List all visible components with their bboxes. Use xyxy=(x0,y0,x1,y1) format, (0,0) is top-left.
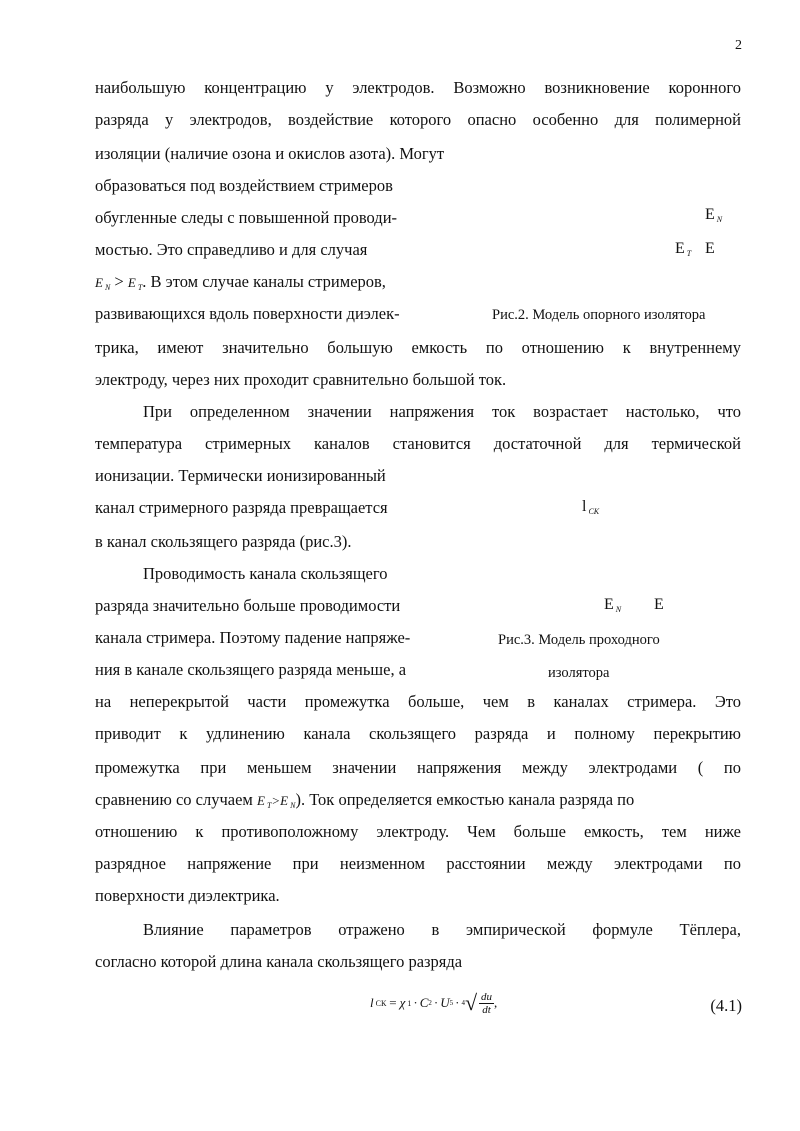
equation-number: (4.1) xyxy=(710,996,742,1015)
text-line: При определенном значении напряжения ток возрастает настолько, что xyxy=(143,402,741,421)
toepler-formula: l СК = χ 1 · C 2 · U 5 · 4 √ $\frac{du}{dt}$ , xyxy=(370,990,498,1016)
math-et-gt-en: E $_T$>E $_N$ xyxy=(256,793,296,810)
text-line: отношению к противоположному электроду. Чем больше емкость, тем ниже xyxy=(95,822,741,841)
text-line: электроду, через них проходит сравнительно большой ток. xyxy=(95,370,507,389)
text-line: температура стримерных каналов становится достаточной для термической xyxy=(95,434,741,453)
fig2-label-en: E $_N$ xyxy=(705,206,723,224)
text-line: мостью. Это справедливо и для случая xyxy=(95,240,368,259)
math-et: E $_T$ xyxy=(127,275,143,292)
math-en: E $_N$ xyxy=(95,275,111,292)
fig3-caption-line2: изолятора xyxy=(548,665,610,681)
fig3-label-en: E $_N$ xyxy=(604,596,622,614)
fig2-label-e: E xyxy=(705,240,715,257)
text-line: разряда у электродов, воздействие которого опасно особенно для полимерной xyxy=(95,110,741,129)
text-line: приводит к удлинению канала скользящего разряда и полному перекрытию xyxy=(95,724,741,743)
text-line: канал стримерного разряда превращается xyxy=(95,498,388,517)
text-line: промежутка при меньшем значении напряжения между электродами ( по xyxy=(95,758,741,777)
text-line: изоляции (наличие озона и окислов азота). Могут xyxy=(95,144,445,163)
text-line: обугленные следы с повышенной проводи- xyxy=(95,208,398,227)
text-line: разряда значительно больше проводимости xyxy=(95,596,401,615)
text-line: поверхности диэлектрика. xyxy=(95,886,280,905)
text-line: ионизации. Термически ионизированный xyxy=(95,466,386,485)
text-line: на неперекрытой части промежутка больше, чем в каналах стримера. Это xyxy=(95,692,741,711)
fig3-caption-line1: Рис.3. Модель проходного xyxy=(498,632,660,648)
text-line: Проводимость канала скользящего xyxy=(143,564,388,583)
fig2-label-et: E $_T$ xyxy=(675,240,692,258)
text-line: ния в канале скользящего разряда меньше, а xyxy=(95,660,407,679)
text-line: согласно которой длина канала скользящего разряда xyxy=(95,952,463,971)
fig2-caption: Рис.2. Модель опорного изолятора xyxy=(492,307,706,323)
text-line: E $_N$ > E $_T$. В этом случае каналы стримеров, xyxy=(95,272,386,292)
fig3-label-e: E xyxy=(654,596,664,613)
text-line: сравнению со случаем E $_T$>E $_N$). Ток определяется емкостью канала разряда по xyxy=(95,790,635,810)
fig3-label-lck: l $_{CK}$ xyxy=(582,498,600,516)
page-number: 2 xyxy=(735,38,742,53)
text-line: образоваться под воздействием стримеров xyxy=(95,176,393,195)
text-line: в канал скользящего разряда (рис.3). xyxy=(95,532,352,551)
text-line: наибольшую концентрацию у электродов. Возможно возникновение коронного xyxy=(95,78,741,97)
math-gt: > xyxy=(114,272,124,291)
text-line: канала стримера. Поэтому падение напряже- xyxy=(95,628,411,647)
text-line: Влияние параметров отражено в эмпирической формуле Тёплера, xyxy=(143,920,741,939)
text-line: трика, имеют значительно большую емкость по отношению к внутреннему xyxy=(95,338,741,357)
text-line: развивающихся вдоль поверхности диэлек- xyxy=(95,304,400,323)
text-line: разрядное напряжение при неизменном расстоянии между электродами по xyxy=(95,854,741,873)
formula-fraction: $\frac{du}{dt}$ xyxy=(481,990,493,1016)
